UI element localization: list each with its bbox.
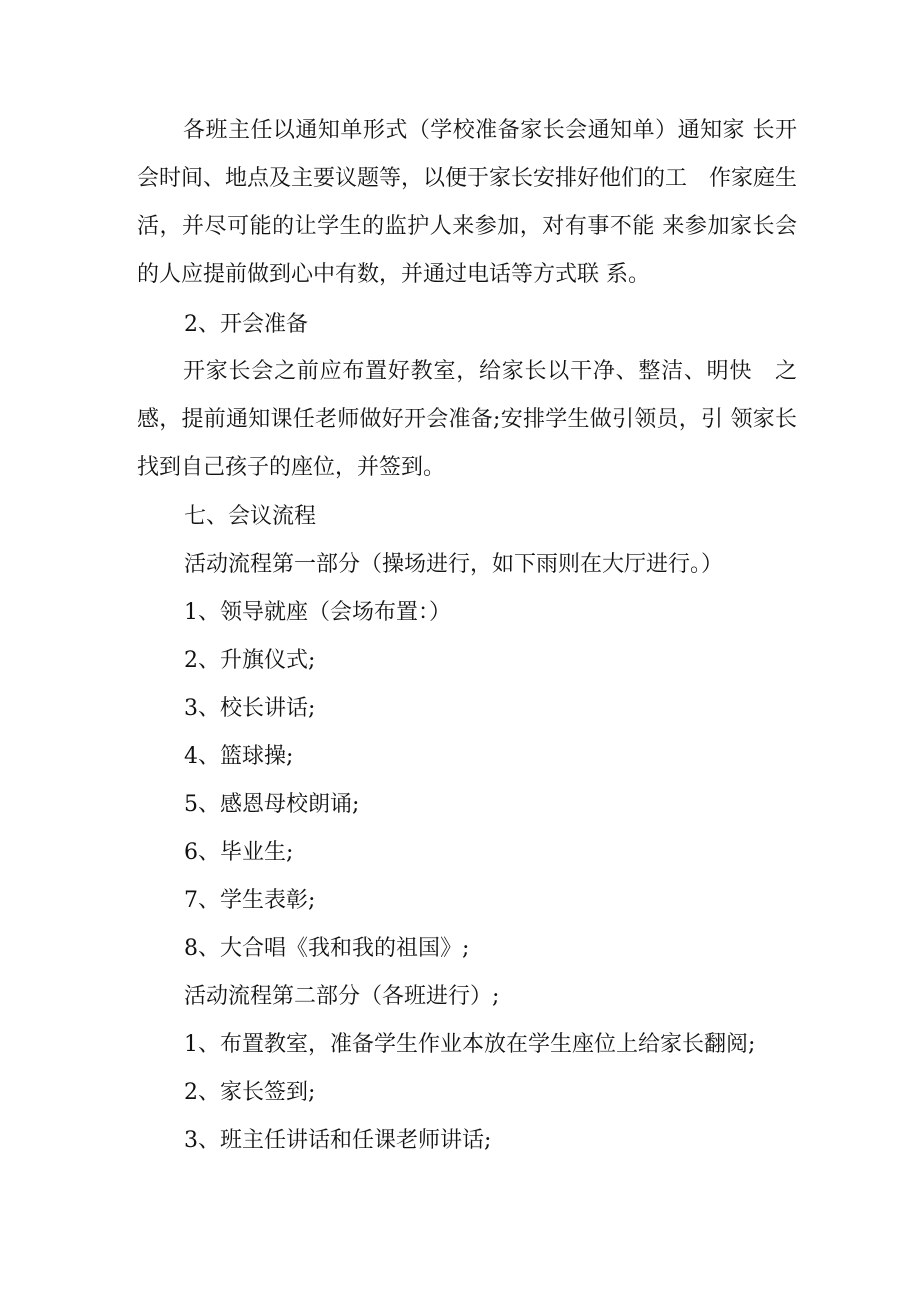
list-item: 8、大合唱《我和我的祖国》; (184, 936, 470, 961)
list-item: 5、感恩母校朗诵; (184, 792, 360, 817)
part1-title: 活动流程第一部分（操场进行，如下雨则在大厅进行。） (184, 552, 724, 577)
list-item: 2、升旗仪式; (184, 648, 316, 673)
list-item: 1、领导就座（会场布置：） (184, 600, 451, 625)
list-item: 1、布置教室，准备学生作业本放在学生座位上给家长翻阅; (184, 1032, 756, 1057)
section-heading-flow: 七、会议流程 (184, 504, 317, 529)
list-item: 2、家长签到; (184, 1080, 316, 1105)
list-item: 3、班主任讲话和任课老师讲话; (184, 1128, 492, 1153)
section-heading-prep: 2、开会准备 (184, 312, 308, 337)
list-item: 3、校长讲话; (184, 696, 316, 721)
part2-title: 活动流程第二部分（各班进行）; (184, 984, 500, 1009)
list-item: 6、毕业生; (184, 840, 294, 865)
notice-paragraph: 各班主任以通知单形式（学校准备家长会通知单）通知家 长开会时间、地点及主要议题等，以便于家长安排好他们的工 作家庭生活，并尽可能的让学生的监护人来参加，对有事不能 来参加家长会的人应提前做到心中有数，并通过电话等方式联 系。 (137, 118, 798, 287)
classroom-paragraph: 开家长会之前应布置好教室，给家长以干净、整洁、明快 之感，提前通知课任老师做好开会准备;安排学生做引领员，引 领家长找到自己孩子的座位，并签到。 (137, 359, 797, 480)
list-item: 7、学生表彰; (184, 888, 316, 913)
list-item: 4、篮球操; (184, 744, 294, 769)
